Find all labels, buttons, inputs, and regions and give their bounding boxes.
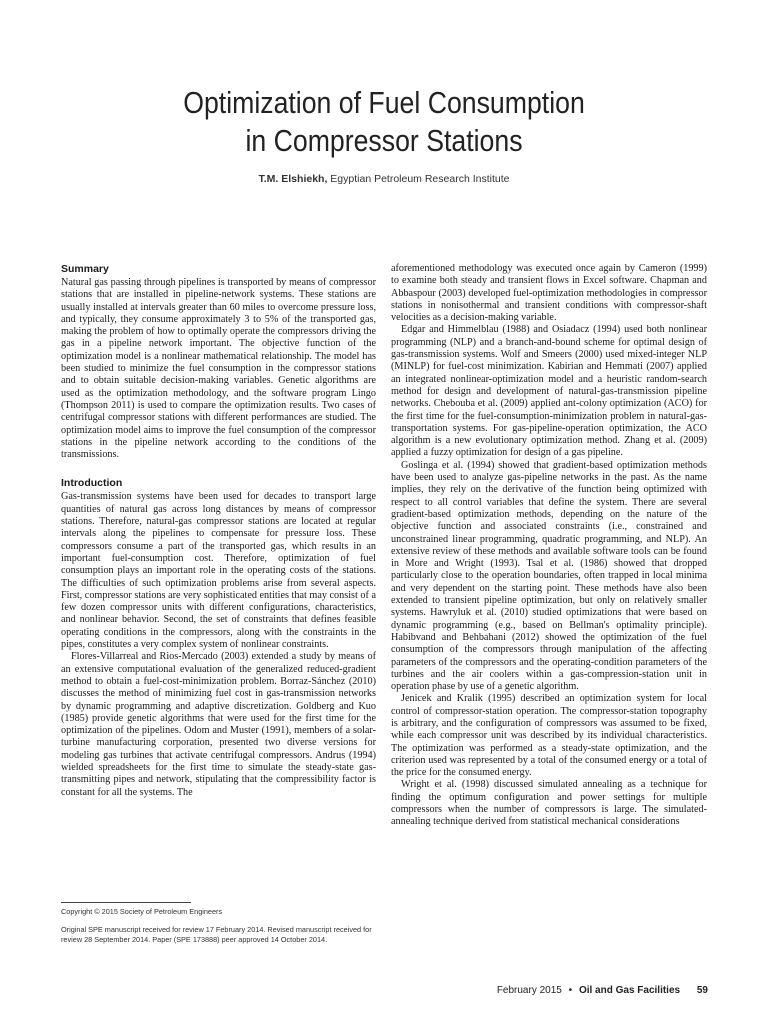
author-affiliation: Egyptian Petroleum Research Institute [330, 173, 510, 185]
page-number: 59 [696, 985, 708, 996]
manuscript-footnote: Original SPE manuscript received for review 17 February 2014. Revised manuscript received for review 28 September 2014. Paper (SPE 173888) peer approved 14 October 2014. [61, 925, 372, 944]
right-paragraph-4: Wright et al. (1998) discussed simulated annealing as a technique for finding the optimum configuration and power settings for multiple compressors when the number of compressors is large. The simulated-annealing technique derived from statistical mechanical considerations [391, 779, 707, 828]
title-line-2: in Compressor Stations [245, 123, 523, 158]
right-paragraph-0: aforementioned methodology was executed once again by Cameron (1999) to examine both steady and transient flows in Excel software. Chapman and Abbaspour (2003) developed fuel-optimization methodologies in compressor stations in nonisothermal and transient conditions with compressor-shaft velocities as a decision-making variable. [391, 263, 707, 324]
intro-paragraph-1: Gas-transmission systems have been used for decades to transport large quantities of natural gas across long distances by means of compressor stations. Therefore, natural-gas compressor stations are located at regular intervals along the pipelines to compensate for pressure loss. These compressors consume a part of the transported gas, which results in an important fuel-consumption cost. Therefore, optimization of fuel consumption plays an important role in the operating costs of the stations. The difficulties of such optimization problems arise from several aspects. First, compressor stations are very sophisticated entities that may consist of a few dozen compressor units with different configurations, characteristics, and nonlinear behavior. Second, the set of constraints that defines feasible operating conditions in the compressors, along with the constraints in the pipes, constitutes a very complex system of nonlinear constraints. [61, 491, 376, 651]
summary-paragraph: Natural gas passing through pipelines is transported by means of compressor stations that are installed in pipeline-network systems. These stations are usually installed at intervals greater than 60 miles to overcome pressure loss, and typically, they consume approximately 3 to 5% of the transported gas, making the problem of how to optimally operate the compressors driving the gas in a pipeline network important. The objective function of the optimization model is a nonlinear mathematical relationship. The model has been studied to minimize the fuel consumption in the compressor stations and to obtain suitable decision-making variables. Genetic algorithms are used as the optimization methodology, and the software program Lingo (Thompson 2011) is used to compare the optimization results. Two cases of centrifugal compressor stations with different performances are studied. The optimization model aims to improve the fuel consumption of the compressor stations in the pipeline network according to the conditions of the transmissions. [61, 277, 376, 461]
summary-heading: Summary [61, 263, 109, 275]
intro-paragraph-2: Flores-Villarreal and Rios-Mercado (2003) extended a study by means of an extensive computational evaluation of the generalized reduced-gradient method to obtain a fuel-cost-minimization problem. Borraz-Sánchez (2010) discusses the method of minimizing fuel cost in gas-transmission networks by dynamic programming and adaptive discretization. Goldberg and Kuo (1985) provide genetic algorithms that were used for the first time for the optimization of the pipelines. Odom and Muster (1991), members of a solar-turbine manufacturing corporation, presented two diverse versions for modeling gas turbines that activate centrifugal compressors. Andrus (1994) wielded spreadsheets for the first time to simulate the steady-state gas-transmitting pipes and network, stipulating that the compressibility factor is constant for all the systems. The [61, 651, 376, 798]
title-line-1: Optimization of Fuel Consumption [183, 85, 585, 120]
article-title [54, 84, 714, 160]
right-paragraph-2: Goslinga et al. (1994) showed that gradient-based optimization methods have been used to analyze gas-pipeline networks in the past. As the name implies, they rely on the derivative of the function being optimized with respect to all control variables that define the system. There are several gradient-based optimization methods, depending on the nature of the objective function and associated constraints (i.e., constrained and unconstrained linear programming, quadratic programming, and NLP). An extensive review of these methods and available software tools can be found in More and Wright (1993). Tsal et al. (1986) showed that dropped particularly close to the operation boundaries, often trapped in local minima and very dependent on the starting point. These methods have also been extended to transient pipeline optimization, but only on relatively smaller systems. Hawryluk et al. (2010) studied optimizations that were based on dynamic programming (e.g., based on Bellman's optimality principle). Habibvand and Behbahani (2012) showed the optimization of the fuel consumption of the compressors through manipulation of the affecting parameters of the compressors and the operating-condition parameters of the turbines and the air coolers within a gas-compression-station unit in operation phase by use of a genetic algorithm. [391, 459, 707, 693]
right-column [391, 263, 707, 947]
copyright-footnote: Copyright © 2015 Society of Petroleum Engineers [61, 907, 223, 916]
right-paragraph-1: Edgar and Himmelblau (1988) and Osiadacz (1994) used both nonlinear programming (NLP) and a branch-and-bound scheme for optimal design of gas-transmission systems. Wolf and Smeers (2000) used mixed-integer NLP (MINLP) for fuel-cost minimization. Kabirian and Hemmati (2007) applied an integrated nonlinear-optimization model and a heuristic random-search method for design and development of natural-gas-transmission pipeline networks. Chebouba et al. (2009) applied ant-colony optimization (ACO) for the first time for the fuel-consumption-minimization problem in natural-gas-transportation systems. For gas-pipeline-operation optimization, the ACO algorithm is a new evolutionary optimization method. Zhang et al. (2009) applied a fuzzy optimization for design of a gas pipeline. [391, 324, 707, 459]
footer-journal: Oil and Gas Facilities [578, 985, 681, 996]
page-footer [497, 985, 708, 996]
author-line [0, 173, 768, 185]
footer-bullet: • [568, 985, 573, 996]
left-column [61, 263, 376, 883]
footer-date: February 2015 [496, 985, 562, 996]
introduction-heading: Introduction [61, 477, 123, 490]
author-name: T.M. Elshiekh, [258, 173, 328, 185]
right-paragraph-3: Jenicek and Kralik (1995) described an optimization system for local control of compressor-station operation. The compressor-station topography is arbitrary, and the configuration of compressors was assumed to be fixed, while each compressor unit was described by its individual characteristics. The optimization was performed as a steady-state optimization, and the criterion used was represented by a total of the consumed energy or a total of the price for the consumed energy. [391, 693, 707, 779]
footnote-divider [61, 902, 191, 903]
